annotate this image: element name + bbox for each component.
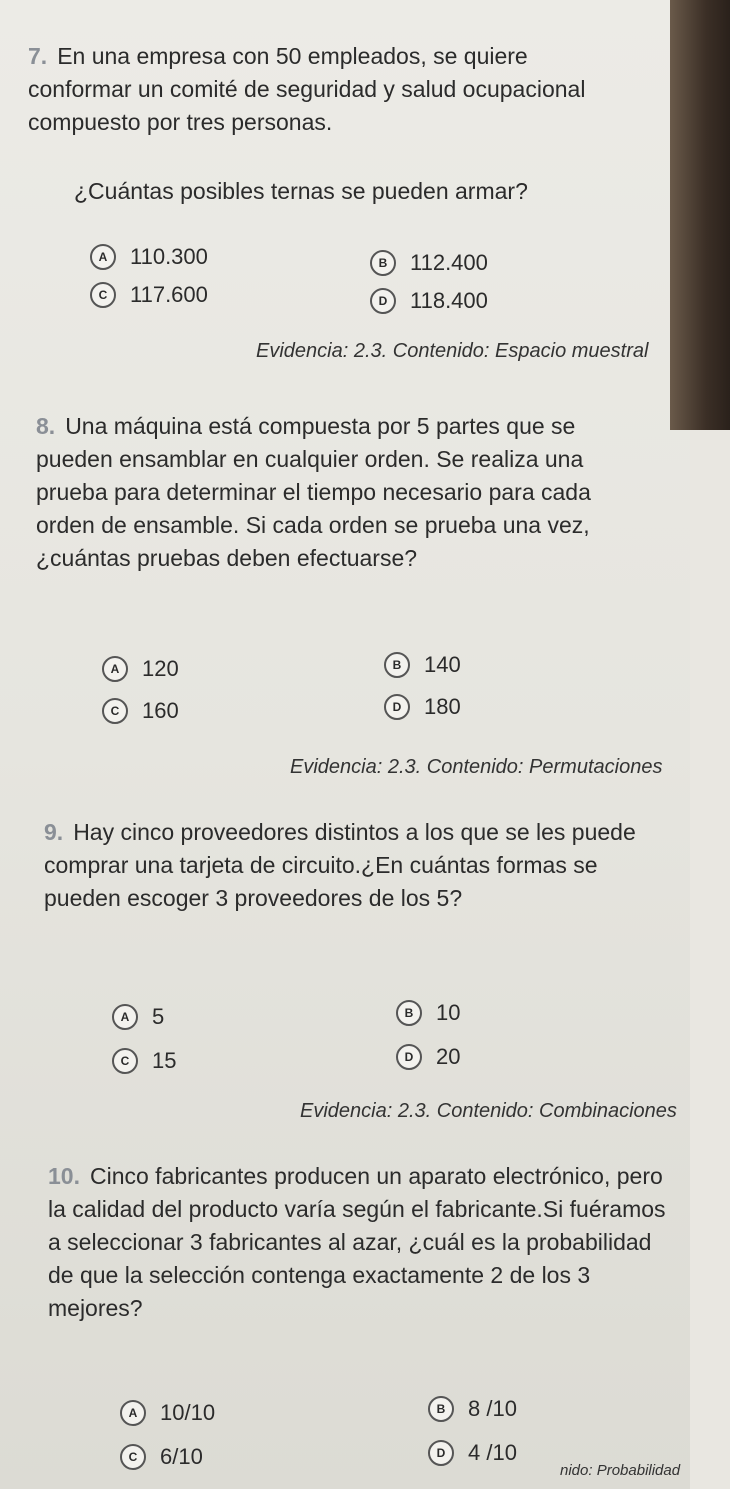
- option-b[interactable]: B 112.400: [370, 250, 488, 276]
- question-text: 7. En una empresa con 50 empleados, se quiere conformar un comité de seguridad y salud ocupacional compuesto por tres personas.: [28, 43, 586, 135]
- evidence-label: nido: Probabilidad: [560, 1462, 681, 1479]
- option-a[interactable]: A 110.300: [90, 244, 208, 270]
- option-c[interactable]: C 15: [112, 1048, 176, 1074]
- option-a[interactable]: A 120: [102, 656, 179, 682]
- option-b[interactable]: B 10: [396, 1000, 460, 1026]
- option-a[interactable]: A 10/10: [120, 1400, 215, 1426]
- option-d[interactable]: D 118.400: [370, 288, 488, 314]
- background-edge: [670, 0, 730, 430]
- question-number: 8.: [36, 413, 56, 439]
- question-number: 7.: [28, 43, 48, 69]
- question-text: 9. Hay cinco proveedores distintos a los que se les puede comprar una tarjeta de circuito.¿En cuántas formas se pueden escoger 3 proveedores de los 5?: [44, 819, 636, 911]
- option-b[interactable]: B 8 /10: [428, 1396, 517, 1422]
- option-c[interactable]: C 117.600: [90, 282, 208, 308]
- option-d[interactable]: D 180: [384, 694, 461, 720]
- question-number: 10.: [48, 1163, 80, 1189]
- question-text: 8. Una máquina está compuesta por 5 partes que se pueden ensamblar en cualquier orden. Se realiza una prueba para determinar el tiempo necesario para cada orden de ensamble. Si cada orden se prueba una vez, ¿cuántas pruebas deben efectuarse?: [36, 413, 591, 571]
- question-text: 10. Cinco fabricantes producen un aparato electrónico, pero la calidad del producto varía según el fabricante.Si fuéramos a seleccionar 3 fabricantes al azar, ¿cuál es la probabilidad de que la selección contenga exactamente 2 de los 3 mejores?: [48, 1163, 666, 1321]
- question-number: 9.: [44, 819, 64, 845]
- evidence-label: Evidencia: 2.3. Contenido: Permutaciones: [290, 756, 663, 778]
- option-d[interactable]: D 20: [396, 1044, 460, 1070]
- evidence-label: Evidencia: 2.3. Contenido: Combinaciones: [300, 1100, 677, 1122]
- option-c[interactable]: C 6/10: [120, 1444, 203, 1470]
- option-b[interactable]: B 140: [384, 652, 461, 678]
- option-c[interactable]: C 160: [102, 698, 179, 724]
- option-d[interactable]: D 4 /10: [428, 1440, 517, 1466]
- evidence-label: Evidencia: 2.3. Contenido: Espacio muestral: [256, 340, 649, 362]
- question-prompt: ¿Cuántas posibles ternas se pueden armar?: [74, 178, 528, 204]
- option-a[interactable]: A 5: [112, 1004, 164, 1030]
